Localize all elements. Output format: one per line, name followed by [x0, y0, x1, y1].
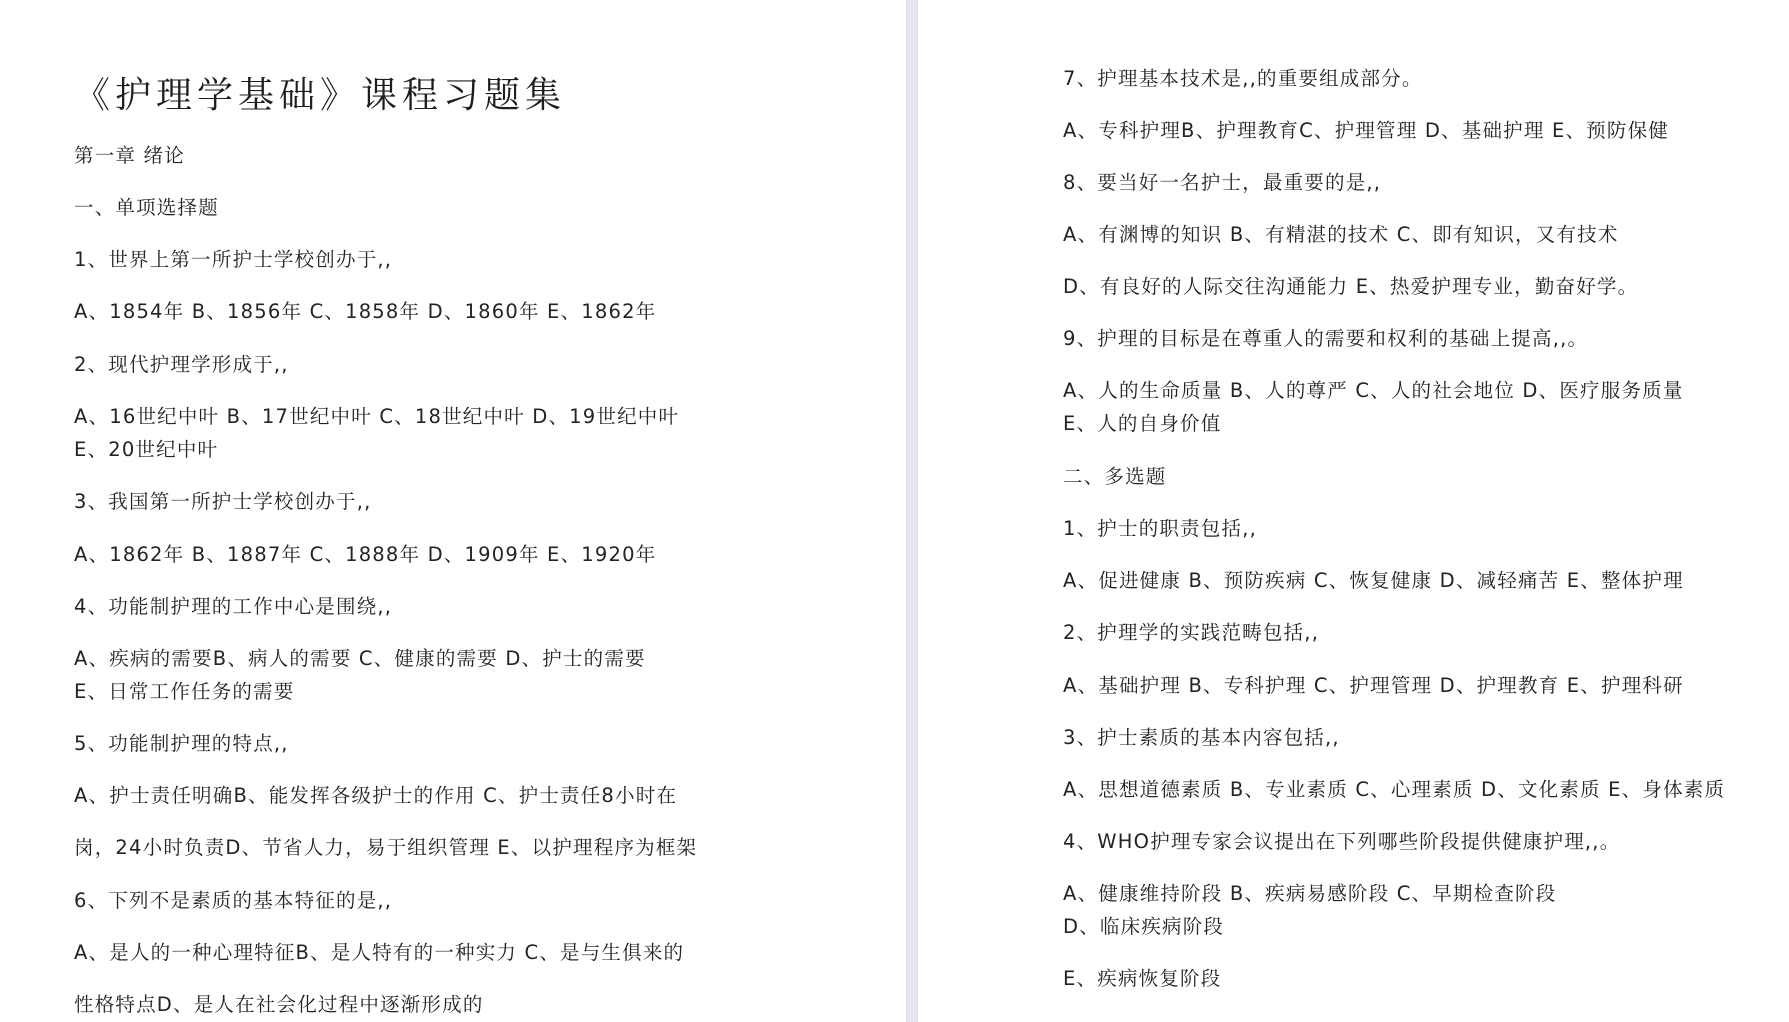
answer-options: A、促进健康 B、预防疾病 C、恢复健康 D、减轻痛苦 E、整体护理: [1063, 569, 1684, 592]
answer-options: A、护士责任明确B、能发挥各级护士的作用 C、护士责任8小时在: [74, 784, 678, 807]
answer-options: 岗，24小时负责D、节省人力，易于组织管理 E、以护理程序为框架: [74, 836, 698, 859]
question-text: 2、护理学的实践范畴包括,,: [1063, 621, 1320, 644]
answer-options: A、专科护理B、护理教育C、护理管理 D、基础护理 E、预防保健: [1063, 119, 1669, 142]
page-separator: [906, 0, 918, 1022]
question-text: 4、功能制护理的工作中心是围绕,,: [74, 595, 393, 618]
answer-options: E、疾病恢复阶段: [1063, 967, 1222, 990]
section-heading: 一、单项选择题: [74, 196, 219, 219]
document-title: 《护理学基础》课程习题集: [74, 75, 567, 116]
question-text: 3、护士素质的基本内容包括,,: [1063, 726, 1340, 749]
answer-options: A、16世纪中叶 B、17世纪中叶 C、18世纪中叶 D、19世纪中叶: [74, 405, 680, 428]
question-text: 2、现代护理学形成于,,: [74, 353, 289, 376]
answer-options: D、临床疾病阶段: [1063, 915, 1225, 938]
answer-options: 性格特点D、是人在社会化过程中逐渐形成的: [74, 993, 484, 1016]
answer-options: E、人的自身价值: [1063, 412, 1222, 435]
answer-options: A、有渊博的知识 B、有精湛的技术 C、即有知识，又有技术: [1063, 223, 1619, 246]
document-page-right: [918, 0, 1789, 1022]
answer-options: E、20世纪中叶: [74, 438, 219, 461]
answer-options: D、有良好的人际交往沟通能力 E、热爱护理专业，勤奋好学。: [1063, 275, 1639, 298]
question-text: 4、WHO护理专家会议提出在下列哪些阶段提供健康护理,,。: [1063, 830, 1621, 853]
question-text: 1、世界上第一所护士学校创办于,,: [74, 248, 393, 271]
chapter-heading: 第一章 绪论: [74, 144, 185, 167]
question-text: 1、护士的职责包括,,: [1063, 517, 1258, 540]
answer-options: A、健康维持阶段 B、疾病易感阶段 C、早期检查阶段: [1063, 882, 1557, 905]
question-text: 7、护理基本技术是,,的重要组成部分。: [1063, 67, 1423, 90]
answer-options: A、基础护理 B、专科护理 C、护理管理 D、护理教育 E、护理科研: [1063, 674, 1684, 697]
section-heading: 二、多选题: [1063, 465, 1167, 488]
question-text: 9、护理的目标是在尊重人的需要和权利的基础上提高,,。: [1063, 327, 1589, 350]
answer-options: A、人的生命质量 B、人的尊严 C、人的社会地位 D、医疗服务质量: [1063, 379, 1684, 402]
question-text: 8、要当好一名护士，最重要的是,,: [1063, 171, 1382, 194]
answer-options: A、是人的一种心理特征B、是人特有的一种实力 C、是与生俱来的: [74, 941, 685, 964]
answer-options: A、疾病的需要B、病人的需要 C、健康的需要 D、护士的需要: [74, 647, 646, 670]
question-text: 5、功能制护理的特点,,: [74, 732, 289, 755]
answer-options: A、1862年 B、1887年 C、1888年 D、1909年 E、1920年: [74, 543, 657, 566]
question-text: 6、下列不是素质的基本特征的是,,: [74, 889, 393, 912]
answer-options: E、日常工作任务的需要: [74, 680, 295, 703]
answer-options: A、思想道德素质 B、专业素质 C、心理素质 D、文化素质 E、身体素质: [1063, 778, 1726, 801]
question-text: 3、我国第一所护士学校创办于,,: [74, 490, 372, 513]
answer-options: A、1854年 B、1856年 C、1858年 D、1860年 E、1862年: [74, 300, 657, 323]
